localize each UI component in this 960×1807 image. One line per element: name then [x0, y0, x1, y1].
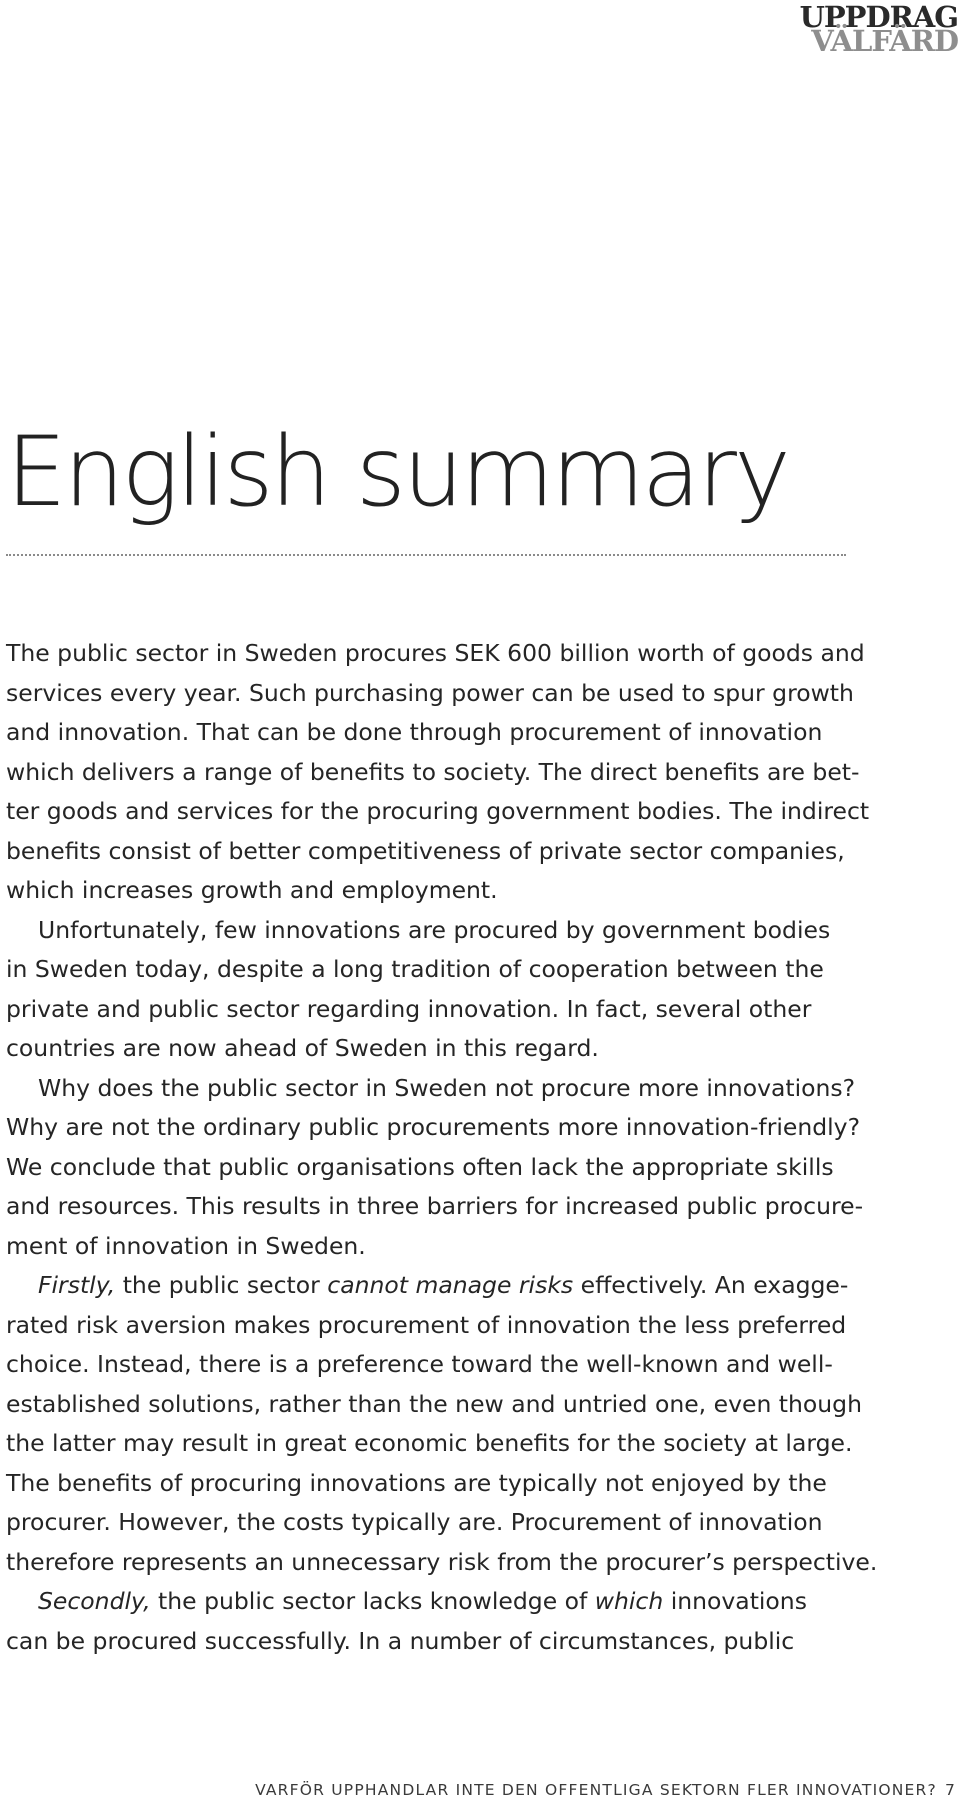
text-line: ment of innovation in Sweden. — [6, 1231, 366, 1260]
emphasis: cannot manage risks — [327, 1271, 574, 1299]
paragraph-3 — [6, 1069, 956, 1267]
emphasis: which — [594, 1587, 664, 1615]
emphasis: Secondly, — [38, 1587, 151, 1615]
logo — [768, 0, 958, 58]
text-line: Unfortunately, few innovations are procured by government bodies — [38, 915, 831, 944]
text-line — [6, 1266, 956, 1306]
text-line — [6, 1582, 956, 1622]
page-footer — [255, 1781, 956, 1799]
text-line: the latter may result in great economic benefits for the society at large. — [6, 1429, 853, 1457]
text-line: procurer. However, the costs typically are. Procurement of innovation — [6, 1508, 823, 1536]
text-run: effectively. An exagge- — [573, 1271, 849, 1299]
text-line: and innovation. That can be done through procurement of innovation — [6, 718, 823, 746]
text-line: ter goods and services for the procuring government bodies. The indirect — [6, 797, 870, 825]
text-line: which increases growth and employment. — [6, 876, 498, 904]
paragraph-5 — [6, 1582, 956, 1661]
body-text — [6, 634, 956, 1661]
text-line: Why does the public sector in Sweden not procure more innovations? — [38, 1073, 856, 1102]
text-line: choice. Instead, there is a preference toward the well-known and well- — [6, 1350, 833, 1378]
emphasis: Firstly, — [38, 1271, 116, 1299]
paragraph-4 — [6, 1266, 956, 1582]
text-line: can be procured successfully. In a number of circumstances, public — [6, 1626, 795, 1655]
text-line: therefore represents an unnecessary risk from the procurer’s perspective. — [6, 1547, 878, 1576]
text-run: innovations — [663, 1587, 807, 1615]
text-line: Why are not the ordinary public procurements more innovation-friendly? — [6, 1113, 861, 1141]
paragraph-2 — [6, 911, 956, 1069]
text-line: countries are now ahead of Sweden in this regard. — [6, 1034, 599, 1062]
text-line: and resources. This results in three barriers for increased public procure- — [6, 1192, 864, 1220]
logo-line-2: VÄLFÄRD — [811, 24, 958, 58]
text-line: in Sweden today, despite a long tradition of cooperation between the — [6, 955, 824, 983]
text-line: rated risk aversion makes procurement of innovation the less preferred — [6, 1310, 847, 1339]
text-run: the public sector — [115, 1271, 328, 1299]
text-line: which delivers a range of benefits to society. The direct benefits are bet- — [6, 757, 860, 786]
text-line: private and public sector regarding innovation. In fact, several other — [6, 994, 812, 1023]
page-number: 7 — [944, 1781, 956, 1799]
running-footer-title: VARFÖR UPPHANDLAR INTE DEN OFFENTLIGA SEKTORN FLER INNOVATIONER? — [255, 1781, 937, 1799]
text-line: We conclude that public organisations often lack the appropriate skills — [6, 1152, 834, 1181]
text-run: the public sector lacks knowledge of — [150, 1587, 595, 1615]
page-title: English summary — [6, 416, 788, 528]
text-line: The public sector in Sweden procures SEK 600 billion worth of goods and — [6, 639, 865, 667]
text-line: benefits consist of better competitiveness of private sector companies, — [6, 836, 845, 865]
text-line: The benefits of procuring innovations are typically not enjoyed by the — [6, 1468, 827, 1497]
text-line: services every year. Such purchasing power can be used to spur growth — [6, 678, 854, 707]
paragraph-1 — [6, 634, 956, 911]
logo-line-1: UPPDRAG — [799, 0, 958, 34]
title-divider — [6, 554, 846, 556]
text-line: established solutions, rather than the new and untried one, even though — [6, 1389, 862, 1418]
